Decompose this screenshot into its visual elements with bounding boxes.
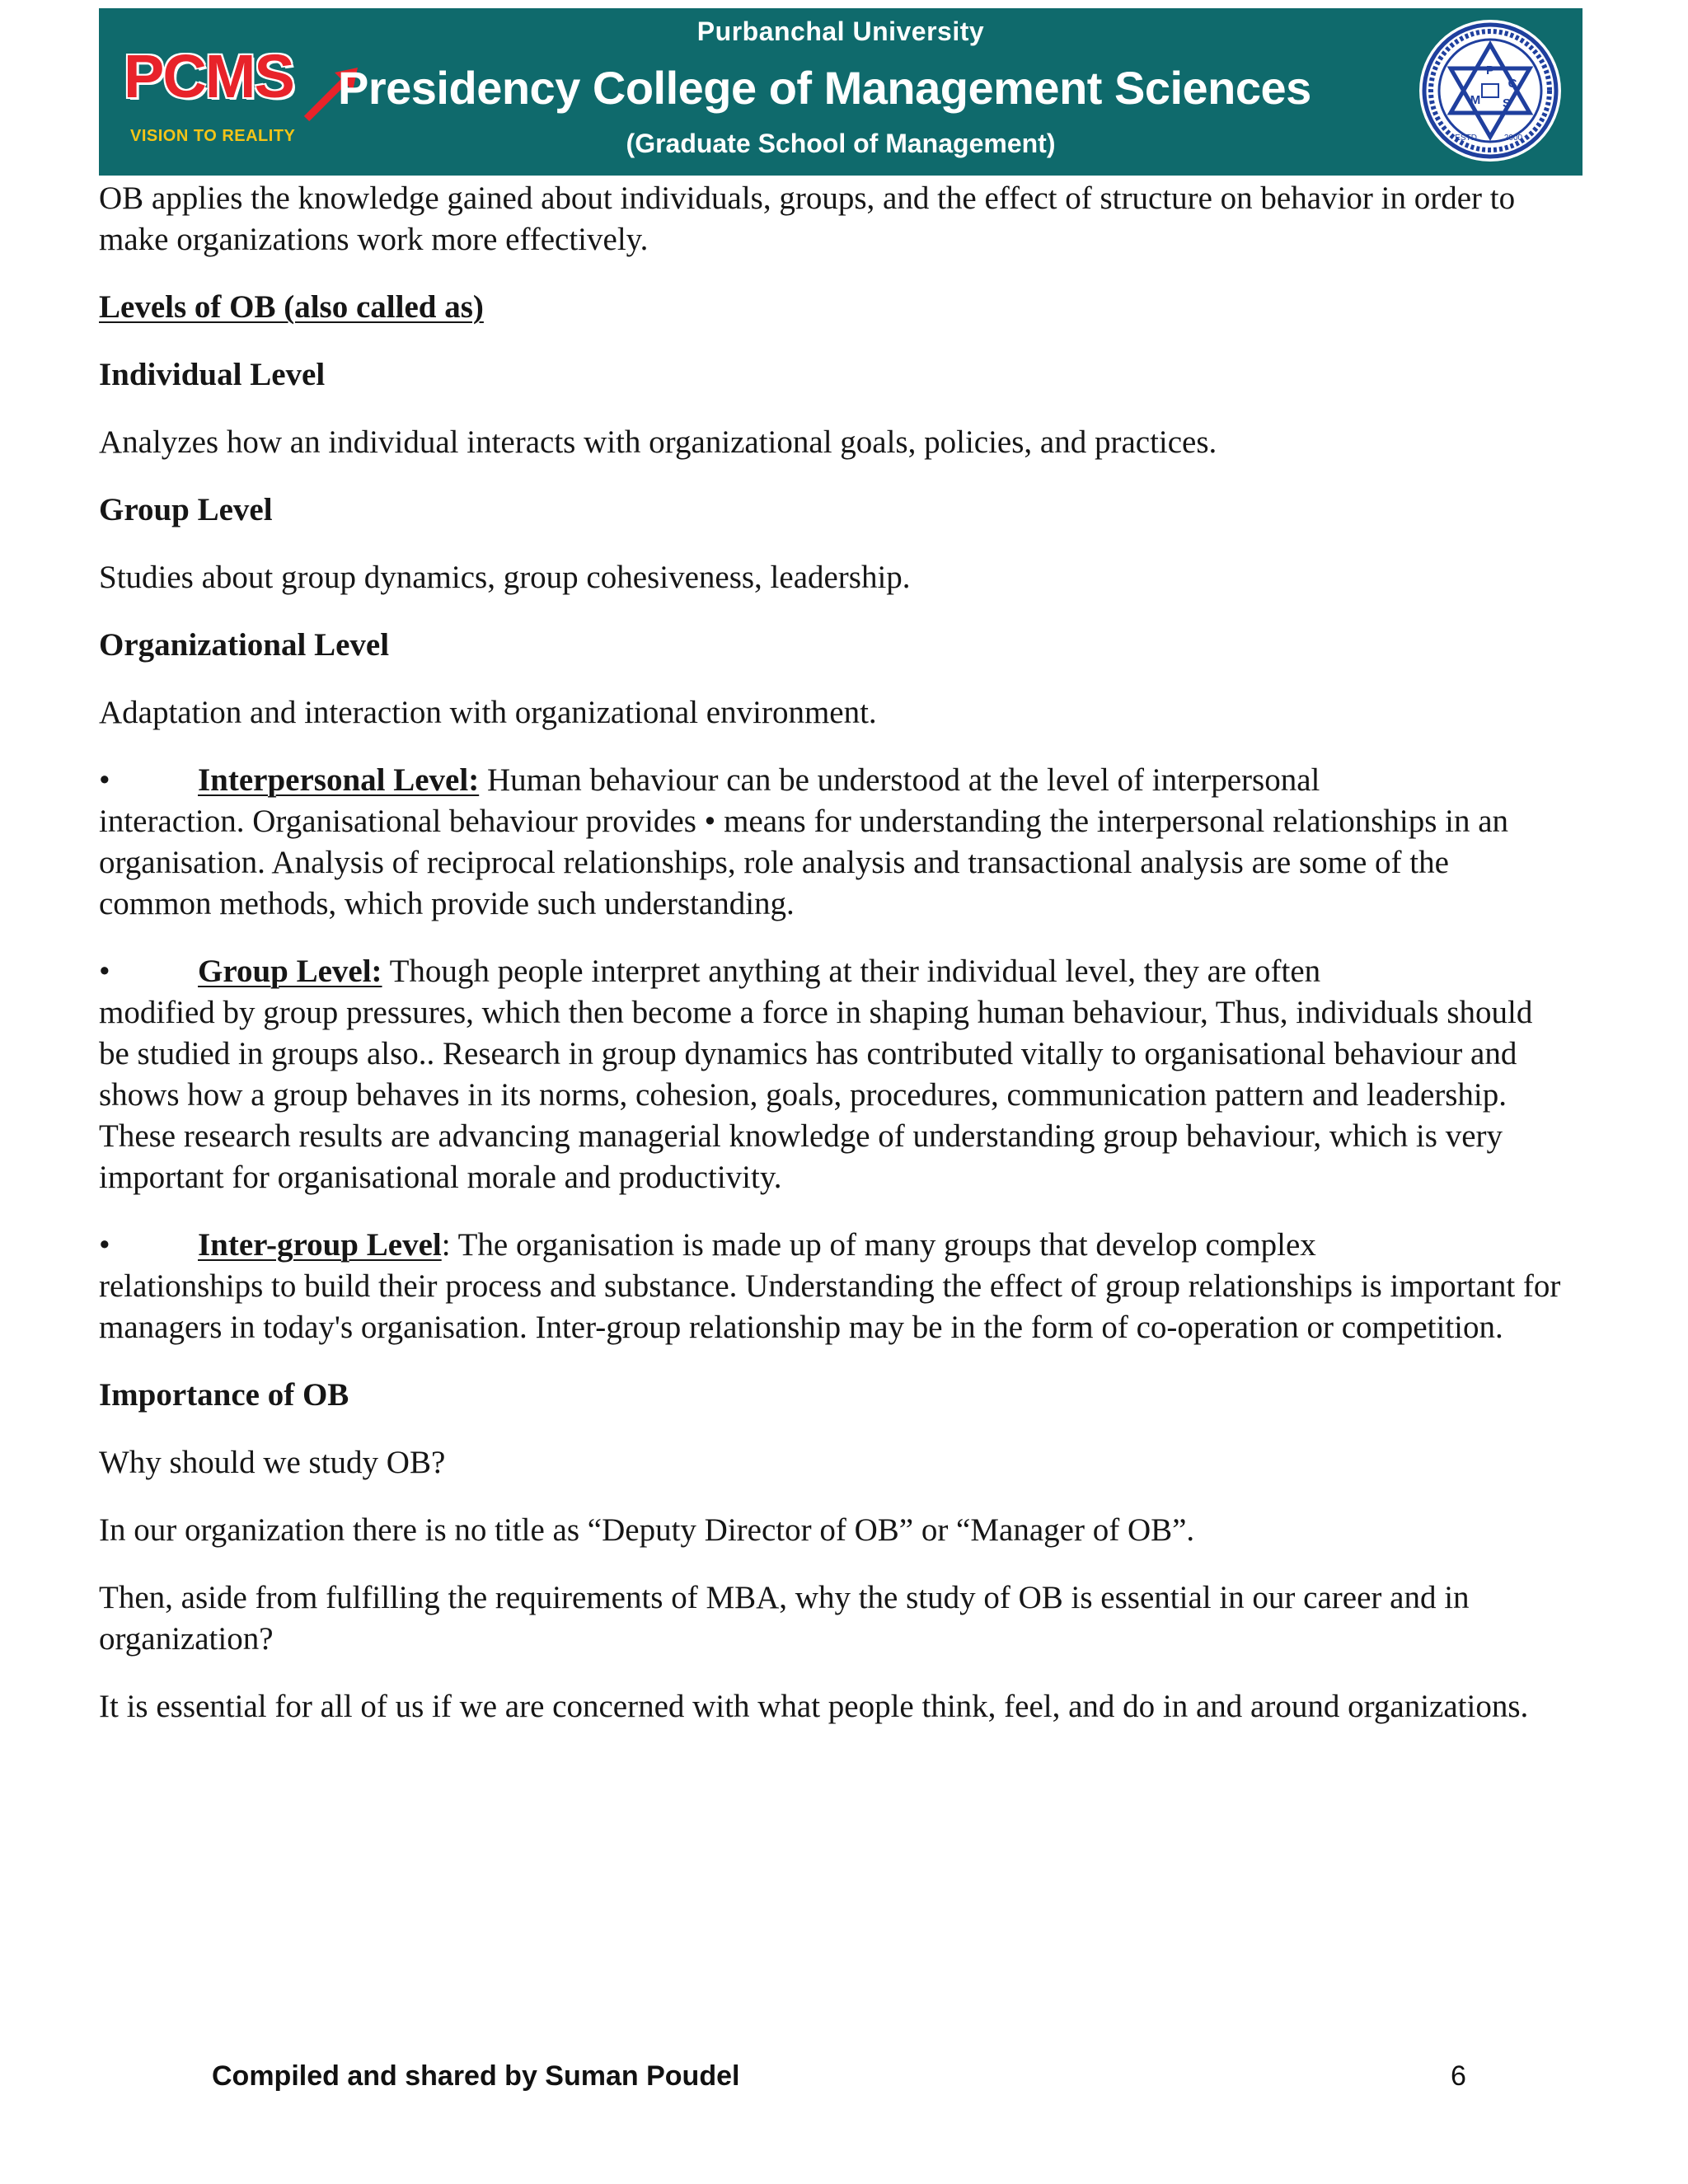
seal-estd: ESTD. bbox=[1455, 134, 1479, 143]
group-level-text: Studies about group dynamics, group cohesiveness, leadership. bbox=[99, 560, 911, 595]
footer-credit: Compiled and shared by Suman Poudel bbox=[212, 2060, 740, 2092]
bullet-icon: • bbox=[99, 1227, 110, 1263]
bullet-text: relationships to build their process and substance. Understanding the effect of group relationships is important for managers in today's organisation. Inter-group relationship may be in the form of co-operation or competition. bbox=[99, 1268, 1561, 1345]
document-body bbox=[99, 175, 1566, 1727]
seal-letter-p: P bbox=[1485, 63, 1495, 77]
bullet-text: interaction. Organisational behaviour provides • means for understanding the interpersonal relationships in an organisation. Analysis of reciprocal relationships, role analysis and transactional analysis are some of the common methods, which provide such understanding. bbox=[99, 804, 1509, 921]
levels-heading: Levels of OB (also called as) bbox=[99, 289, 484, 325]
importance-paragraph: Then, aside from fulfilling the requirements of MBA, why the study of OB is essential in our career and in organization? bbox=[99, 1580, 1470, 1657]
bullet-text: modified by group pressures, which then become a force in shaping human behaviour, Thus, individuals should be studied in groups also.. Research in group dynamics has contributed vitally to organisational behaviour and shows how a group behaves in its norms, cohesion, goals, procedures, communication pattern and leadership. These research results are advancing managerial knowledge of understanding group behaviour, which is very important for organisational morale and productivity. bbox=[99, 995, 1533, 1195]
seal-letter-m: M bbox=[1470, 93, 1481, 107]
importance-paragraph: In our organization there is no title as “Deputy Director of OB” or “Manager of OB”. bbox=[99, 1512, 1195, 1548]
bullet-label: Inter-group Level bbox=[198, 1227, 442, 1263]
college-name: Presidency College of Management Sciences bbox=[338, 62, 1311, 114]
page-number: 6 bbox=[1451, 2060, 1466, 2092]
university-name: Purbanchal University bbox=[696, 16, 985, 46]
seal-letter-s: S bbox=[1502, 96, 1512, 110]
logo-tagline: VISION TO REALITY bbox=[130, 127, 296, 145]
bullet-icon: • bbox=[99, 954, 110, 989]
bullet-group bbox=[99, 951, 1566, 1198]
importance-heading: Importance of OB bbox=[99, 1377, 349, 1413]
school-subtitle: (Graduate School of Management) bbox=[626, 129, 1056, 158]
importance-paragraph: Why should we study OB? bbox=[99, 1445, 446, 1480]
seal-letter-c: C bbox=[1507, 77, 1517, 91]
individual-level-text: Analyzes how an individual interacts with organizational goals, policies, and practices. bbox=[99, 424, 1217, 460]
bullet-interpersonal bbox=[99, 760, 1566, 925]
bullet-text-first-line: : The organisation is made up of many groups that develop complex bbox=[441, 1227, 1316, 1263]
bullet-text-first-line: Though people interpret anything at their individual level, they are often bbox=[382, 954, 1321, 989]
organizational-level-text: Adaptation and interaction with organizational environment. bbox=[99, 695, 877, 730]
college-seal-icon bbox=[1416, 16, 1564, 165]
importance-paragraph: It is essential for all of us if we are concerned with what people think, feel, and do in and around organizations. bbox=[99, 1689, 1529, 1724]
individual-level-heading: Individual Level bbox=[99, 357, 326, 392]
bullet-label: Interpersonal Level: bbox=[198, 762, 480, 798]
header-banner bbox=[99, 8, 1582, 176]
bullet-icon: • bbox=[99, 762, 110, 798]
group-level-heading: Group Level bbox=[99, 492, 273, 527]
logo-text: PCMS bbox=[124, 42, 293, 110]
bullet-intergroup bbox=[99, 1225, 1566, 1348]
intro-paragraph: OB applies the knowledge gained about individuals, groups, and the effect of structure on behavior in order to make organizations work more effectively. bbox=[99, 180, 1516, 257]
bullet-text-first-line: Human behaviour can be understood at the level of interpersonal bbox=[479, 762, 1320, 798]
seal-year: 2000 bbox=[1503, 134, 1523, 143]
bullet-label: Group Level: bbox=[198, 954, 382, 989]
organizational-level-heading: Organizational Level bbox=[99, 627, 390, 663]
